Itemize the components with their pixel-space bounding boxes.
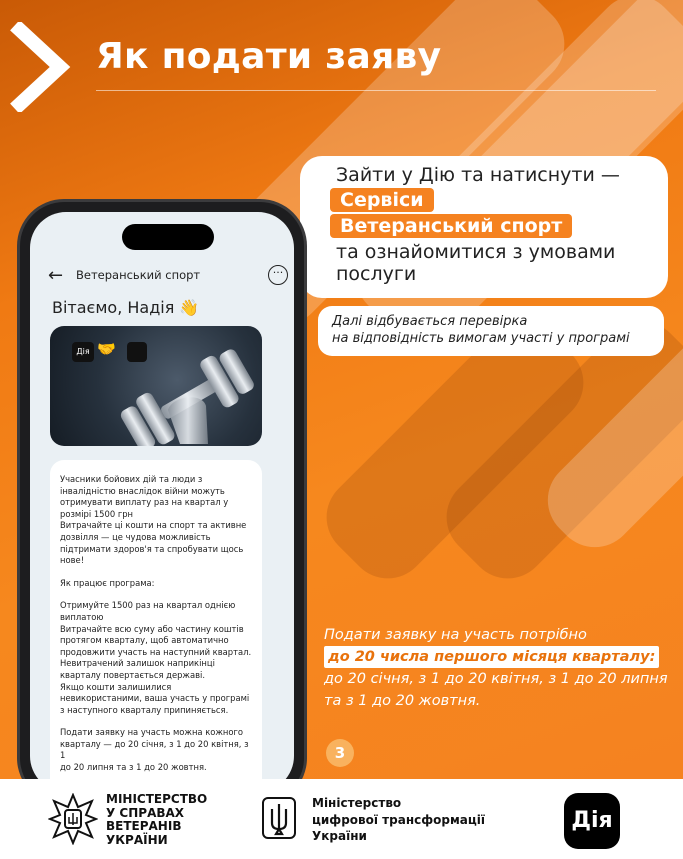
- deadline-highlight: до 20 числа першого місяця кварталу:: [324, 646, 659, 668]
- info-line: Якщо кошти залишилися: [60, 681, 172, 692]
- info-line: Як працює програма:: [60, 577, 155, 588]
- info-line: кварталу повертається державі.: [60, 669, 206, 680]
- mdt-line: України: [312, 829, 367, 843]
- tag-services: Сервіси: [330, 188, 434, 212]
- info-line: виплатою: [60, 611, 104, 622]
- phone-mockup: [20, 202, 304, 779]
- info-line: продовжити участь на наступний квартал.: [60, 646, 252, 657]
- info-line: інвалідністю внаслідок війни можуть: [60, 485, 225, 496]
- phone-screen: [30, 212, 294, 779]
- greeting: Вітаємо, Надія 👋: [52, 298, 200, 317]
- info-line: до 20 липня та з 1 до 20 жовтня.: [60, 762, 207, 773]
- info-line: Учасники бойових дій та люди з: [60, 474, 203, 484]
- info-line: отримувати виплату раз на квартал у: [60, 497, 229, 508]
- nav-title: Ветеранський спорт: [76, 268, 201, 282]
- info-line: Витрачайте всю суму або частину коштів: [60, 623, 244, 634]
- page-number-badge: 3: [326, 739, 354, 767]
- check-note-line1: Далі відбувається перевірка: [332, 314, 528, 329]
- title-divider: [96, 90, 656, 91]
- info-paragraph: [60, 474, 252, 567]
- vet-line: ВЕТЕРАНІВ: [106, 819, 182, 834]
- info-line: кварталу — до 20 січня, з 1 до 20 квітня, з 1: [60, 738, 249, 761]
- info-paragraph: [60, 600, 252, 716]
- dumbbell-banner: [50, 326, 262, 446]
- check-note: [318, 306, 664, 356]
- step-card: [300, 156, 668, 298]
- step-intro: Зайти у Дію та натиснути —: [336, 164, 620, 186]
- mdt-line: Міністерство: [312, 796, 402, 810]
- info-line: Невитрачений залишок наприкінці: [60, 658, 215, 669]
- mdt-line: цифрової трансформації: [312, 812, 485, 827]
- veterans-ministry-emblem-icon: [48, 793, 98, 845]
- deadline-line3: до 20 січня, з 1 до 20 квітня, з 1 до 20 липня: [324, 671, 668, 687]
- info-line: невикористаними, ваша участь у програмі: [60, 693, 250, 704]
- program-info-card: [50, 460, 262, 779]
- info-paragraph: [60, 727, 252, 773]
- info-line: Отримуйте 1500 раз на квартал однією: [60, 600, 236, 611]
- info-line: нове!: [60, 555, 85, 566]
- trident-emblem-icon: [262, 797, 296, 839]
- dumbbell-icon: [110, 348, 260, 446]
- step-tail-line2: послуги: [336, 263, 417, 285]
- handshake-icon: 🤝: [97, 340, 116, 358]
- vet-line: МІНІСТЕРСТВО: [106, 792, 208, 806]
- vet-line: УКРАЇНИ: [106, 832, 168, 847]
- info-line: дозвілля — це чудова можливість: [60, 531, 211, 542]
- deadline-line4: та з 1 до 20 жовтня.: [324, 693, 481, 709]
- info-paragraph: [60, 578, 252, 590]
- app-nav-bar: [48, 264, 288, 286]
- veterans-ministry-name: [106, 793, 207, 847]
- info-line: протягом кварталу, щоб автоматично: [60, 635, 229, 646]
- tag-veteran-sport: Ветеранський спорт: [330, 214, 572, 238]
- info-line: Витрачайте ці кошти на спорт та активне: [60, 520, 247, 531]
- chevron-icon: [8, 22, 78, 112]
- vet-line: У СПРАВАХ: [106, 805, 185, 820]
- deadline-text: [324, 624, 669, 712]
- more-options-icon[interactable]: ···: [268, 265, 288, 285]
- info-line: Подати заявку на участь можна кожного: [60, 727, 244, 738]
- dia-logo: Дія: [564, 793, 620, 849]
- back-arrow-icon[interactable]: ←: [48, 264, 64, 286]
- digital-ministry-name: [312, 795, 485, 845]
- deadline-line1: Подати заявку на участь потрібно: [324, 627, 587, 643]
- footer: [0, 779, 683, 859]
- dia-badge: Дія: [72, 342, 94, 362]
- step-tail-line1: та ознайомитися з умовами: [336, 241, 616, 263]
- info-line: розмірі 1500 грн: [60, 508, 134, 519]
- page-title: Як подати заяву: [96, 36, 442, 77]
- info-line: з наступного кварталу припиняється.: [60, 704, 229, 715]
- dynamic-island: [122, 224, 214, 250]
- check-note-line2: на відповідність вимогам участі у програмі: [332, 331, 630, 346]
- info-line: підтримати здоров'я та спробувати щось: [60, 543, 244, 554]
